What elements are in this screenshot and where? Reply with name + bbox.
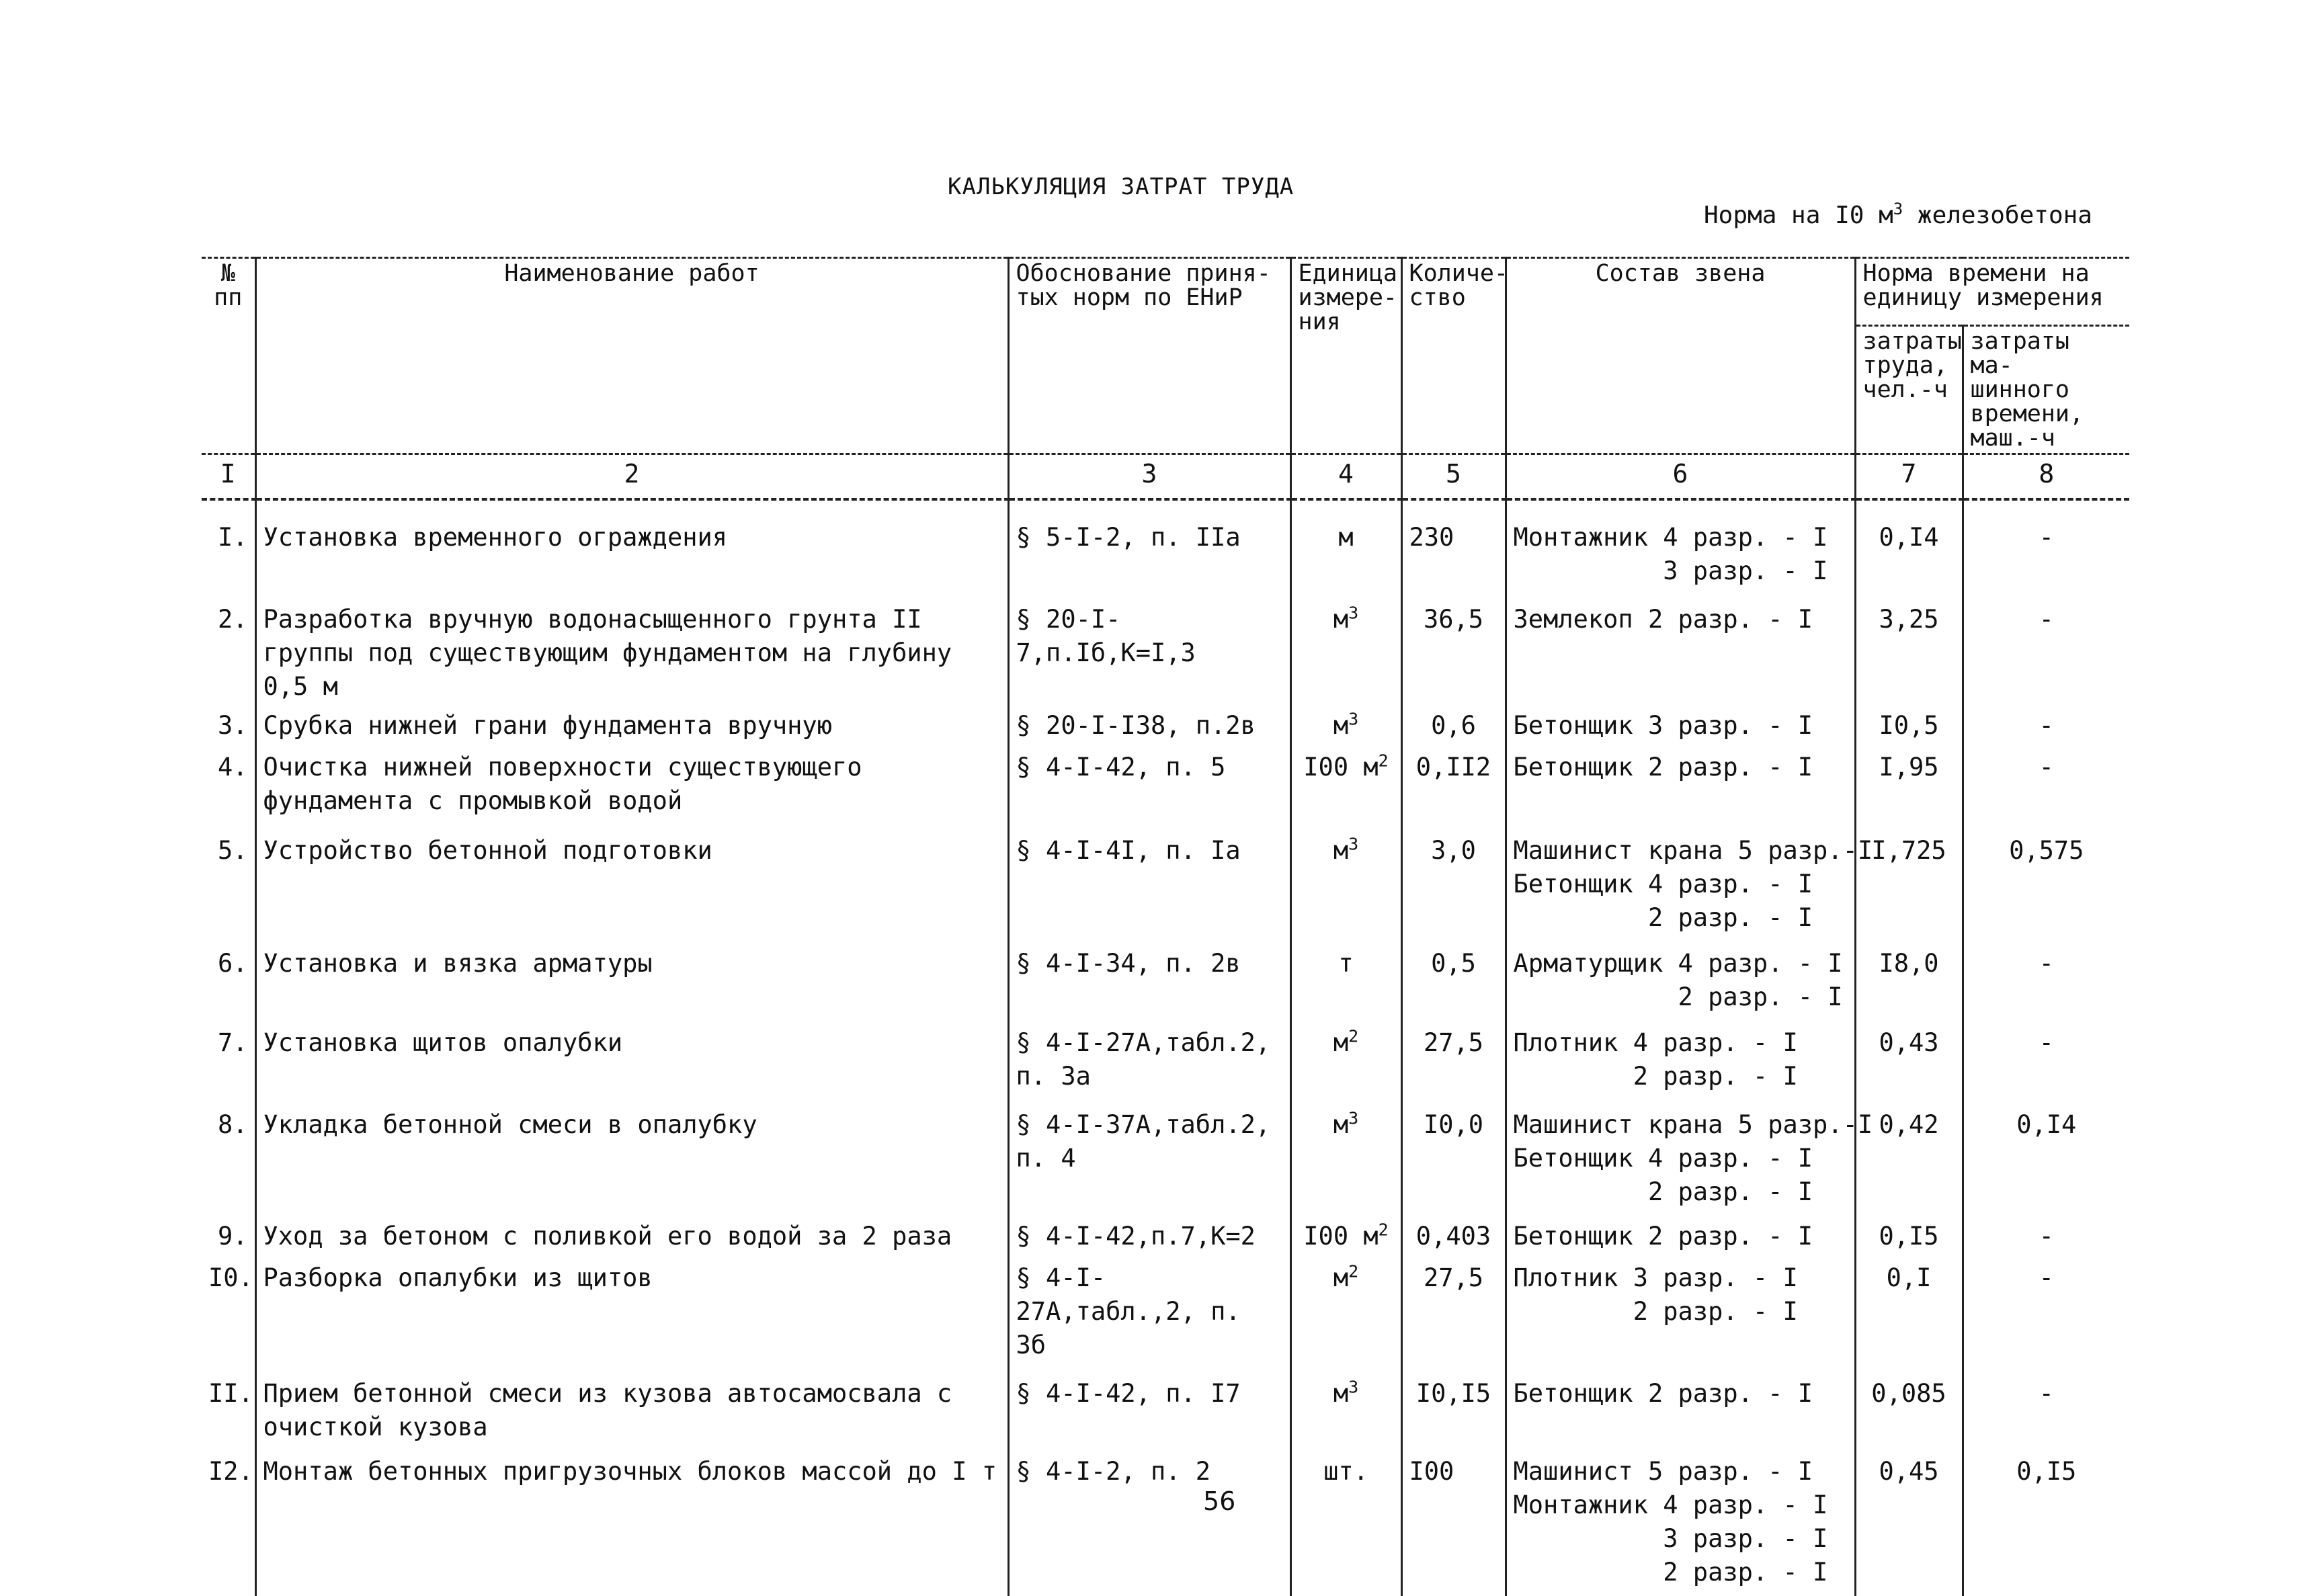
crew-composition xyxy=(1506,1256,1855,1365)
norm-basis: § 4-I-4I, п. Ia xyxy=(1008,821,1290,937)
quantity: 36,5 xyxy=(1401,591,1506,706)
table-row xyxy=(202,937,2129,1017)
crew-composition xyxy=(1506,591,1855,706)
crew-composition xyxy=(1506,499,1855,591)
col-number: 5 xyxy=(1401,454,1506,500)
unit-text: т xyxy=(1338,949,1354,978)
row-number: I. xyxy=(202,499,255,591)
header-name: Наименование работ xyxy=(255,258,1008,454)
unit-of-measure xyxy=(1290,1256,1401,1365)
unit-text: м xyxy=(1333,711,1349,740)
labor-hours: 0,085 xyxy=(1855,1365,1963,1447)
work-name: Очистка нижней поверхности существующего фундамента с промывкой водой xyxy=(255,745,1008,821)
row-number: II. xyxy=(202,1365,255,1447)
filler-row xyxy=(202,1592,2129,1596)
crew-line: Машинист крана 5 разр.-I xyxy=(1513,836,1873,865)
table-row xyxy=(202,821,2129,937)
crew-line: 2 разр. - I xyxy=(1513,1177,1813,1206)
machine-hours: - xyxy=(1963,499,2129,591)
crew-line: Плотник 4 разр. - I xyxy=(1513,1028,1798,1057)
machine-hours: - xyxy=(1963,1017,2129,1096)
work-name: Уход за бетоном с поливкой его водой за 2 раза xyxy=(255,1212,1008,1256)
machine-hours: - xyxy=(1963,937,2129,1017)
work-name: Укладка бетонной смеси в опалубку xyxy=(255,1096,1008,1212)
crew-composition xyxy=(1506,821,1873,937)
crew-line: Арматурщик 4 разр. - I xyxy=(1513,949,1843,978)
unit-of-measure xyxy=(1290,591,1401,706)
unit-of-measure xyxy=(1290,706,1401,745)
table-row xyxy=(202,1212,2129,1256)
unit-exponent: 3 xyxy=(1348,1108,1359,1128)
col-number: 6 xyxy=(1506,454,1855,500)
crew-line: 2 разр. - I xyxy=(1513,1297,1798,1326)
row-number: 9. xyxy=(202,1212,255,1256)
table-row xyxy=(202,1365,2129,1447)
unit-text: м xyxy=(1333,1263,1349,1292)
work-name: Установка временного ограждения xyxy=(255,499,1008,591)
work-name: Монтаж бетонных пригрузочных блоков массой до I т xyxy=(255,1447,1008,1592)
filler-cell xyxy=(1855,1592,1963,1596)
machine-hours: - xyxy=(1963,745,2129,821)
header-machine: затраты ма- шинного времени, маш.-ч xyxy=(1963,326,2129,454)
header-unit: Единица измере- ния xyxy=(1290,258,1401,454)
machine-hours: 0,575 xyxy=(1963,821,2129,937)
table-body xyxy=(202,499,2129,1596)
table-row xyxy=(202,1096,2129,1212)
row-number: 3. xyxy=(202,706,255,745)
unit-of-measure xyxy=(1290,1212,1401,1256)
labor-hours: 3,25 xyxy=(1855,591,1963,706)
unit-text: м xyxy=(1333,1379,1349,1408)
unit-exponent: 2 xyxy=(1378,751,1389,771)
crew-line: Бетонщик 4 разр. - I xyxy=(1513,1144,1813,1173)
crew-line: 2 разр. - I xyxy=(1513,982,1843,1011)
row-number: 6. xyxy=(202,937,255,1017)
work-name: Устройство бетонной подготовки xyxy=(255,821,1008,937)
labor-hours: 0,45 xyxy=(1855,1447,1963,1592)
machine-hours: - xyxy=(1963,591,2129,706)
crew-line: 3 разр. - I xyxy=(1513,556,1828,585)
quantity: 27,5 xyxy=(1401,1017,1506,1096)
unit-text: I00 м xyxy=(1303,1222,1379,1251)
crew-line: Плотник 3 разр. - I xyxy=(1513,1263,1798,1292)
crew-composition xyxy=(1506,1096,1873,1212)
crew-line: Бетонщик 3 разр. - I xyxy=(1513,711,1813,740)
unit-text: шт. xyxy=(1323,1457,1368,1486)
norm-basis: § 5-I-2, п. IIa xyxy=(1008,499,1290,591)
header-basis: Обоснование приня- тых норм по ЕНиР xyxy=(1008,258,1290,454)
header-num: № пп xyxy=(202,258,255,454)
column-numbers-row xyxy=(202,454,2129,500)
work-name: Срубка нижней грани фундамента вручную xyxy=(255,706,1008,745)
crew-line: 3 разр. - I xyxy=(1513,1524,1828,1553)
norm-basis: § 4-I-42, п. I7 xyxy=(1008,1365,1290,1447)
table-row xyxy=(202,706,2129,745)
page-number: 56 xyxy=(1203,1486,1236,1516)
page-title: КАЛЬКУЛЯЦИЯ ЗАТРАТ ТРУДА xyxy=(948,173,1294,200)
quantity: I0,I5 xyxy=(1401,1365,1506,1447)
labor-hours: I,95 xyxy=(1855,745,1963,821)
row-number: 5. xyxy=(202,821,255,937)
row-number: I0. xyxy=(202,1256,255,1365)
table-row xyxy=(202,1447,2129,1592)
crew-line: Бетонщик 2 разр. - I xyxy=(1513,1222,1813,1251)
labor-hours: 0,I4 xyxy=(1855,499,1963,591)
unit-text: м xyxy=(1333,836,1349,865)
quantity: 27,5 xyxy=(1401,1256,1506,1365)
unit-text: м xyxy=(1333,605,1349,634)
crew-composition xyxy=(1506,1212,1855,1256)
unit-exponent: 3 xyxy=(1348,834,1359,854)
unit-exponent: 3 xyxy=(1348,603,1359,623)
header-time-norm: Норма времени на единицу измерения xyxy=(1855,258,2129,326)
col-number: 7 xyxy=(1855,454,1963,500)
crew-composition xyxy=(1506,1017,1855,1096)
norm-basis: § 4-I-37А,табл.2, п. 4 xyxy=(1008,1096,1290,1212)
machine-hours: - xyxy=(1963,1365,2129,1447)
norm-basis: § 4-I-2, п. 2 xyxy=(1008,1447,1290,1592)
work-name: Разработка вручную водонасыщенного грунта II группы под существующим фундаментом на глубину 0,5 м xyxy=(255,591,1008,706)
col-number: I xyxy=(202,454,255,500)
machine-hours: - xyxy=(1963,1256,2129,1365)
table-row xyxy=(202,1256,2129,1365)
crew-composition xyxy=(1506,1365,1855,1447)
unit-exponent: 2 xyxy=(1348,1026,1359,1046)
crew-composition xyxy=(1506,937,1855,1017)
labor-hours: 0,I5 xyxy=(1855,1212,1963,1256)
crew-line: Бетонщик 2 разр. - I xyxy=(1513,1379,1813,1408)
crew-composition xyxy=(1506,1447,1855,1592)
crew-line: Монтажник 4 разр. - I xyxy=(1513,1490,1828,1519)
table-row xyxy=(202,745,2129,821)
unit-of-measure xyxy=(1290,821,1401,937)
unit-text: I00 м xyxy=(1303,753,1379,782)
col-number: 3 xyxy=(1008,454,1290,500)
row-number: 7. xyxy=(202,1017,255,1096)
unit-of-measure xyxy=(1290,745,1401,821)
unit-of-measure xyxy=(1290,1017,1401,1096)
norm-basis: § 4-I-27А,табл.,2, п. 3б xyxy=(1008,1256,1290,1365)
crew-composition xyxy=(1506,745,1855,821)
filler-cell xyxy=(202,1592,255,1596)
norm-basis: § 4-I-42,п.7,К=2 xyxy=(1008,1212,1290,1256)
norm-basis: § 4-I-27А,табл.2, п. 3а xyxy=(1008,1017,1290,1096)
crew-line: Монтажник 4 разр. - I xyxy=(1513,523,1828,552)
norm-basis: § 4-I-34, п. 2в xyxy=(1008,937,1290,1017)
work-name: Установка и вязка арматуры xyxy=(255,937,1008,1017)
quantity: I0,0 xyxy=(1401,1096,1506,1212)
row-number: 8. xyxy=(202,1096,255,1212)
crew-line: Бетонщик 2 разр. - I xyxy=(1513,753,1813,782)
table-row xyxy=(202,1017,2129,1096)
filler-cell xyxy=(1963,1592,2129,1596)
filler-cell xyxy=(1008,1592,1290,1596)
quantity: 0,6 xyxy=(1401,706,1506,745)
norm-basis: § 4-I-42, п. 5 xyxy=(1008,745,1290,821)
crew-line: Бетонщик 4 разр. - I xyxy=(1513,870,1813,898)
norm-basis: § 20-I-I38, п.2в xyxy=(1008,706,1290,745)
row-number: 4. xyxy=(202,745,255,821)
unit-of-measure xyxy=(1290,1447,1401,1592)
filler-cell xyxy=(1506,1592,1855,1596)
unit-exponent: 2 xyxy=(1378,1220,1389,1240)
labor-hours: I8,0 xyxy=(1855,937,1963,1017)
header-qty: Количе- ство xyxy=(1401,258,1506,454)
crew-line: 2 разр. - I xyxy=(1513,1558,1828,1587)
unit-of-measure xyxy=(1290,1096,1401,1212)
quantity: 0,5 xyxy=(1401,937,1506,1017)
quantity: 3,0 xyxy=(1401,821,1506,937)
unit-exponent: 2 xyxy=(1348,1261,1359,1282)
filler-cell xyxy=(255,1592,1008,1596)
unit-exponent: 3 xyxy=(1348,1377,1359,1397)
filler-cell xyxy=(1290,1592,1401,1596)
crew-line: 2 разр. - I xyxy=(1513,1062,1798,1091)
crew-composition xyxy=(1506,706,1855,745)
crew-line: Машинист крана 5 разр.-I xyxy=(1513,1110,1873,1139)
unit-of-measure xyxy=(1290,1365,1401,1447)
row-number: I2. xyxy=(202,1447,255,1592)
machine-hours: - xyxy=(1963,1212,2129,1256)
quantity: I00 xyxy=(1401,1447,1506,1592)
quantity: 0,403 xyxy=(1401,1212,1506,1256)
unit-of-measure xyxy=(1290,937,1401,1017)
machine-hours: - xyxy=(1963,706,2129,745)
labor-hours: I0,5 xyxy=(1855,706,1963,745)
labor-hours: 0,I xyxy=(1855,1256,1963,1365)
row-number: 2. xyxy=(202,591,255,706)
crew-line: Землекоп 2 разр. - I xyxy=(1513,605,1813,634)
norm-note: Норма на I0 $м^3$ железобетона xyxy=(1704,200,2092,229)
unit-text: м xyxy=(1338,523,1354,552)
labor-hours: 0,43 xyxy=(1855,1017,1963,1096)
norm-basis: § 20-I-7,п.Iб,К=I,3 xyxy=(1008,591,1290,706)
unit-text: м xyxy=(1333,1028,1349,1057)
crew-line: Машинист 5 разр. - I xyxy=(1513,1457,1813,1486)
labor-hours: I,725 xyxy=(1855,821,1963,937)
col-number: 8 xyxy=(1963,454,2129,500)
work-name: Прием бетонной смеси из кузова автосамосвала с очисткой кузова xyxy=(255,1365,1008,1447)
quantity: 0,II2 xyxy=(1401,745,1506,821)
work-name: Разборка опалубки из щитов xyxy=(255,1256,1008,1365)
header-labor: затраты труда, чел.-ч xyxy=(1855,326,1963,454)
labor-calculation-table xyxy=(202,257,2129,1596)
machine-hours: 0,I4 xyxy=(1963,1096,2129,1212)
unit-text: м xyxy=(1333,1110,1349,1139)
col-number: 2 xyxy=(255,454,1008,500)
table-row xyxy=(202,499,2129,591)
col-number: 4 xyxy=(1290,454,1401,500)
work-name: Установка щитов опалубки xyxy=(255,1017,1008,1096)
unit-exponent: 3 xyxy=(1348,709,1359,729)
crew-line: 2 разр. - I xyxy=(1513,903,1813,932)
quantity: 230 xyxy=(1401,499,1506,591)
machine-hours: 0,I5 xyxy=(1963,1447,2129,1592)
unit-of-measure xyxy=(1290,499,1401,591)
labor-hours: 0,42 xyxy=(1855,1096,1963,1212)
table-row xyxy=(202,591,2129,706)
header-crew: Состав звена xyxy=(1506,258,1855,454)
filler-cell xyxy=(1401,1592,1506,1596)
